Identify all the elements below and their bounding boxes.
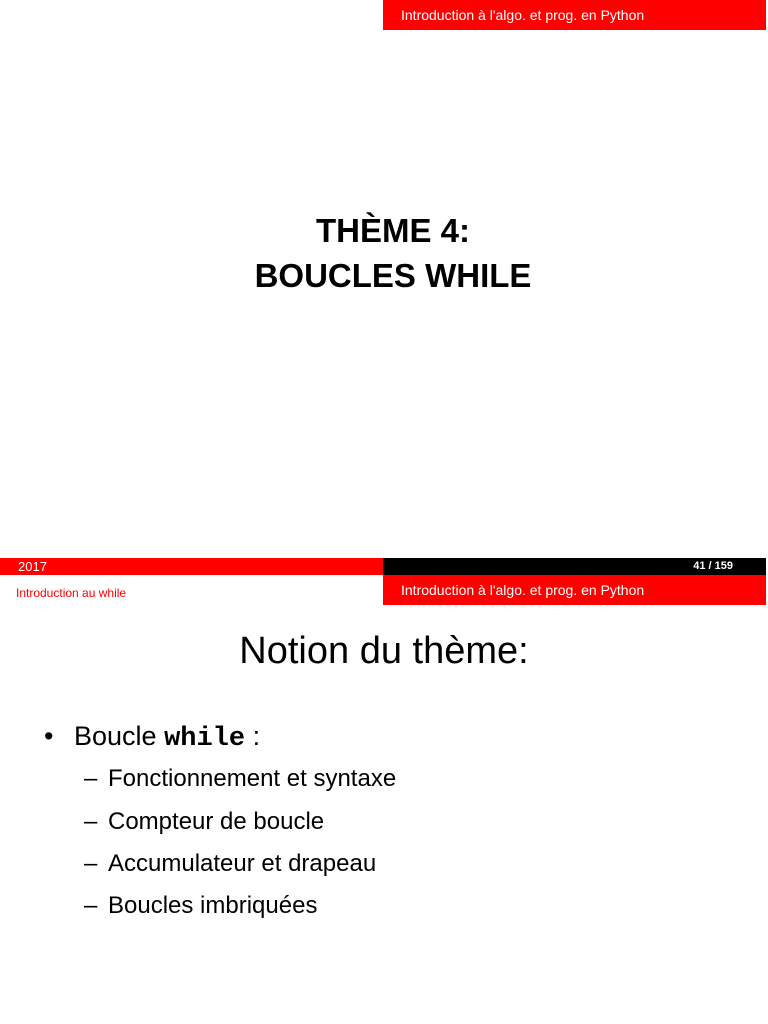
- footer-page-bar: [383, 558, 766, 575]
- sub-item-text: Boucles imbriquées: [108, 892, 318, 919]
- dash-marker: –: [84, 808, 98, 835]
- sub-item-text: Fonctionnement et syntaxe: [108, 765, 397, 792]
- theme-title-line-1: THÈME 4:: [315, 212, 470, 249]
- slide-notion: [0, 558, 768, 1024]
- theme-title-line-2: BOUCLES WHILE: [254, 257, 532, 294]
- section-label: Introduction au while: [16, 586, 127, 600]
- footer-year: 2017: [0, 558, 383, 575]
- sub-item: [84, 763, 396, 795]
- course-header: Introduction à l'algo. et prog. en Python: [383, 0, 766, 30]
- bullet-suffix: :: [245, 721, 261, 751]
- bullet-marker: •: [44, 721, 54, 751]
- dash-marker: –: [84, 765, 98, 792]
- course-header: Introduction à l'algo. et prog. en Python: [383, 575, 766, 605]
- bullet-item-while: [44, 718, 260, 757]
- sub-item: [84, 848, 376, 880]
- slide-title: Notion du thème:: [239, 630, 529, 672]
- theme-title: [0, 208, 768, 298]
- sub-item: [84, 806, 324, 838]
- bullet-prefix: Boucle: [74, 721, 165, 751]
- sub-item-text: Compteur de boucle: [108, 808, 325, 835]
- page-number: 41 / 159: [693, 560, 733, 572]
- dash-marker: –: [84, 850, 98, 877]
- code-keyword: while: [164, 724, 246, 754]
- dash-marker: –: [84, 892, 98, 919]
- sub-item-text: Accumulateur et drapeau: [108, 850, 377, 877]
- sub-item: [84, 890, 317, 922]
